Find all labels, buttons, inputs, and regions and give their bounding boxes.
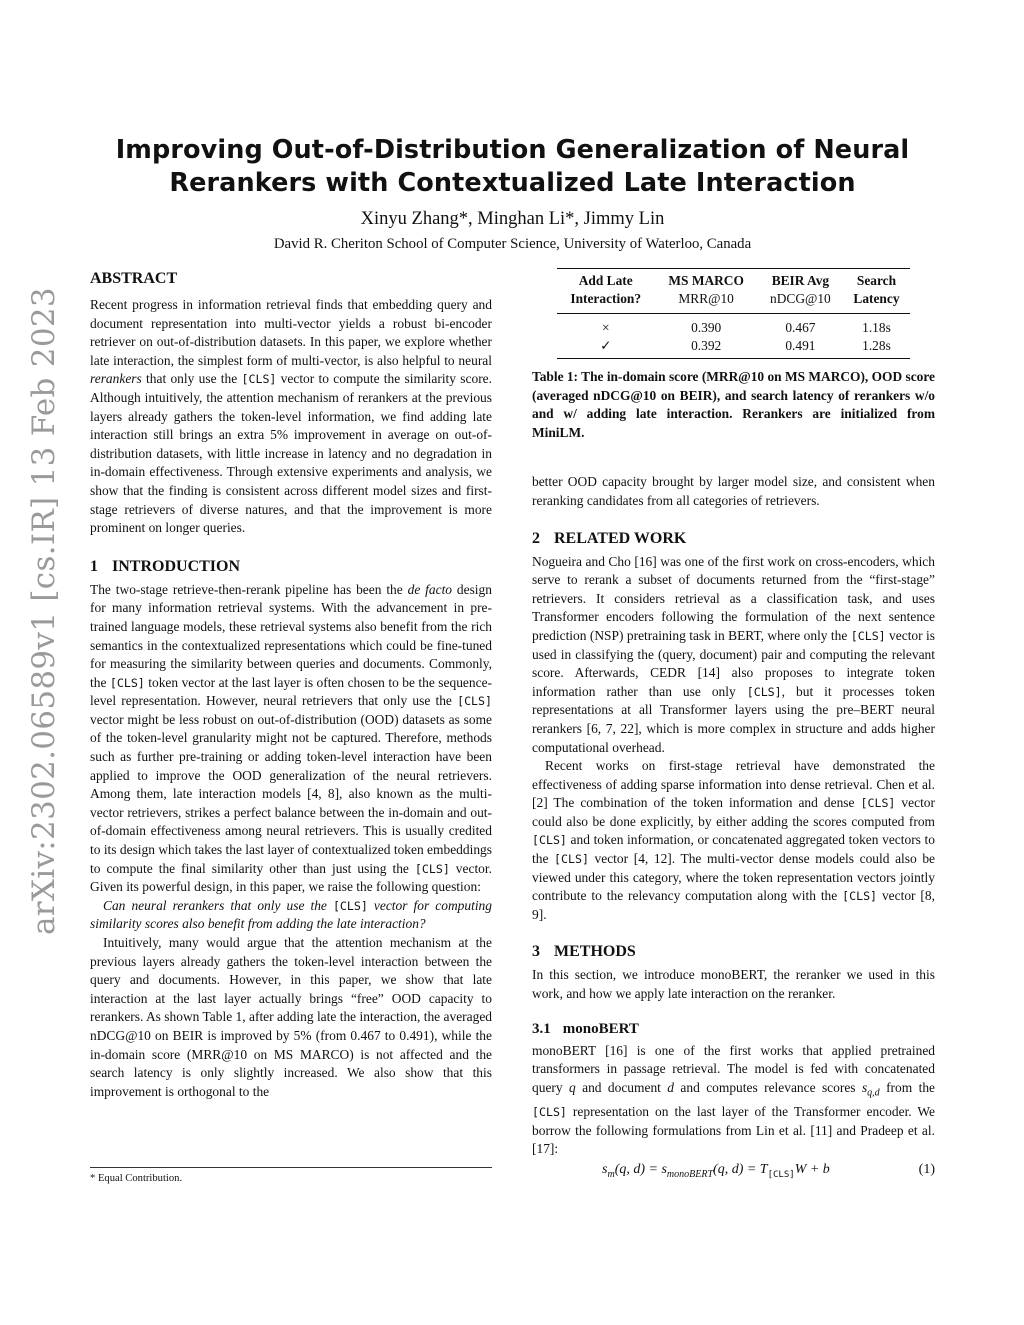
left-column — [90, 268, 492, 1101]
cell-msmarco: 0.390 — [691, 320, 722, 335]
col-header-msmarco: MS MARCO — [654, 269, 757, 291]
equation-number: (1) — [918, 1162, 935, 1177]
footnote: * Equal Contribution. — [90, 1173, 183, 1184]
related-paragraph-1: Nogueira and Cho [16] was one of the first work on cross-encoders, which serve to rerank a subset of documents returned from the “first-stage” retrievers. It considers retrieval as a classification task, and uses Transformer encoders following the formulation of the next sentence prediction (NSP) pretraining task in BERT, where only the [CLS] vector is used in classifying the (query, document) pair and computing the relevant score. Afterwards, CEDR [14] also proposes to integrate token information rather than use only [CLS], but it processes token representations at all Transformer layers using the pre–BERT neural rerankers [6, 7, 22], which is more complex in structure and adds higher computational overhead. — [532, 553, 935, 755]
table-caption: Table 1: The in-domain score (MRR@10 on MS MARCO), OOD score (averaged nDCG@10 on BEIR), and search latency of rerankers w/o and w/ adding late interaction. Rerankers are initialized from MiniLM. — [532, 369, 935, 440]
table-row — [557, 314, 910, 338]
col-header-late: Add Late — [557, 269, 654, 291]
col-subheader-beir: nDCG@10 — [758, 290, 843, 314]
footnote-divider — [90, 1167, 492, 1168]
equation-body: $s_m(q$, $d) = s_{monoBERT}(q$, $d) = T_{[CLS]}W + b$ — [602, 1162, 830, 1180]
col-subheader-msmarco: MRR@10 — [654, 290, 757, 314]
results-table — [557, 268, 910, 359]
cell-beir: 0.467 — [785, 320, 816, 335]
monobert-paragraph: monoBERT [16] is one of the first works that applied pretrained transformers in passage retrieval. The model is fed with concatenated query q and document d and computes relevance scores $s_{q,d}$ from the [CLS] representation on the last layer of the Transformer encoder. We borrow the following formulations from Lin et al. [11] and Pradeep et al. [17]: — [532, 1042, 935, 1157]
abstract-heading: ABSTRACT — [90, 270, 178, 287]
cell-latency: 1.18s — [862, 320, 891, 335]
table-row — [557, 337, 910, 359]
intro-paragraph-2: Intuitively, many would argue that the attention mechanism at the previous layers already gathers the token-level interaction between the query and documents. However, in this paper, we show that late interaction at the last layer actually brings “free” OOD capacity to rerankers. As shown Table 1, after adding late the interaction, the averaged nDCG@10 on BEIR is improved by 5% (from 0.467 to 0.491), while the in-domain score (MRR@10 on MS MARCO) is not affected and the search latency is only slightly increased. We also show that this improvement is orthogonal to the — [90, 935, 492, 1099]
intro-continuation: better OOD capacity brought by larger model size, and consistent when reranking candidates from all categories of retrievers. — [532, 474, 935, 508]
monobert-heading: 3.1 monoBERT — [532, 1020, 639, 1037]
col-subheader-late: Interaction? — [557, 290, 654, 314]
title-line-1: Improving Out-of-Distribution Generalization of Neural — [115, 135, 910, 165]
col-subheader-latency: Latency — [843, 290, 910, 314]
introduction-heading: 1 INTRODUCTION — [90, 557, 241, 575]
cell-late: ✓ — [557, 337, 654, 359]
cell-beir: 0.491 — [758, 337, 843, 359]
equation-1 — [532, 1162, 935, 1184]
affiliation: David R. Cheriton School of Computer Science, University of Waterloo, Canada — [273, 236, 752, 252]
methods-heading: 3 METHODS — [532, 943, 636, 961]
right-column — [532, 268, 935, 1159]
author-list: Xinyu Zhang*, Minghan Li*, Jimmy Lin — [360, 209, 665, 229]
related-paragraph-2: Recent works on first-stage retrieval have demonstrated the effectiveness of adding sparse information into dense retrieval. Chen et al. [2] The combination of the token information and dense [CLS] vector could also be done explicitly, by either adding the scores computed from [CLS] and token information, or concatenated aggregated token vectors to the [CLS] vector [4, 12]. The multi-vector dense models could also be viewed under this category, where the token representation vectors jointly contribute to the relevancy computation along with the [CLS] vector [8, 9]. — [532, 758, 936, 922]
abstract-text: Recent progress in information retrieval finds that embedding query and document representation into multi-vector yields a robust bi-encoder retriever on out-of-distribution datasets. In this paper, we explore whether late interaction, the simplest form of multi-vector, is also helpful to neural rerankers that only use the [CLS] vector to compute the similarity score. Although intuitively, the attention mechanism of rerankers at the previous layers already gathers the token-level information, we find adding late interaction still brings an extra 5% improvement in average on out-of-distribution datasets, with little increase in latency and no degradation in in-domain effectiveness. Through extensive experiments and analysis, we show that the finding is consistent across different model sizes and first-stage retrievers of diverse natures, and that the improvement is more prominent on longer queries. — [90, 297, 492, 536]
paper-title — [90, 134, 935, 200]
methods-intro: In this section, we introduce monoBERT, the reranker we used in this work, and how we apply late interaction on the reranker. — [532, 967, 935, 1002]
related-work-heading: 2 RELATED WORK — [532, 529, 687, 547]
cell-msmarco: 0.392 — [654, 337, 757, 359]
cell-latency: 1.28s — [843, 337, 910, 359]
intro-paragraph-1: The two-stage retrieve-then-rerank pipeline has been the de facto design for many information retrieval systems. With the advancement in pre-trained language models, these retrieval systems also benefit from the rich semantics in the contextualized representations which could be fine-tuned for measuring the similarity between queries and documents. Commonly, the [CLS] token vector at the last layer is often chosen to be the sequence-level representation. However, neural retrievers that only use the [CLS] vector might be less robust on out-of-distribution (OOD) datasets as some of the token-level granularity might not be captured. Therefore, methods such as further pre-training or adding token-level interaction have been applied to improve the OOD generalization of the neural retrievers. Among them, late interaction models [4, 8], also known as the multi-vector retrievers, strikes a perfect balance between the in-domain and out-of-domain effectiveness among neural retrievers. This is usually credited to its design which takes the last layer of contextualized token embeddings to compute the final similarity other than just using the [CLS] vector. Given its powerful design, in this paper, we raise the following question: — [90, 581, 493, 895]
research-question: Can neural rerankers that only use the [CLS] vector for computing similarity scores also benefit from adding the late interaction? — [90, 897, 492, 932]
title-line-2: Rerankers with Contextualized Late Interaction — [169, 168, 856, 198]
col-header-search: Search — [843, 269, 910, 291]
col-header-beir: BEIR Avg — [758, 269, 843, 291]
arxiv-identifier: arXiv:2302.06589v1 [cs.IR] 13 Feb 2023 — [26, 287, 62, 935]
cell-late: × — [601, 320, 610, 335]
